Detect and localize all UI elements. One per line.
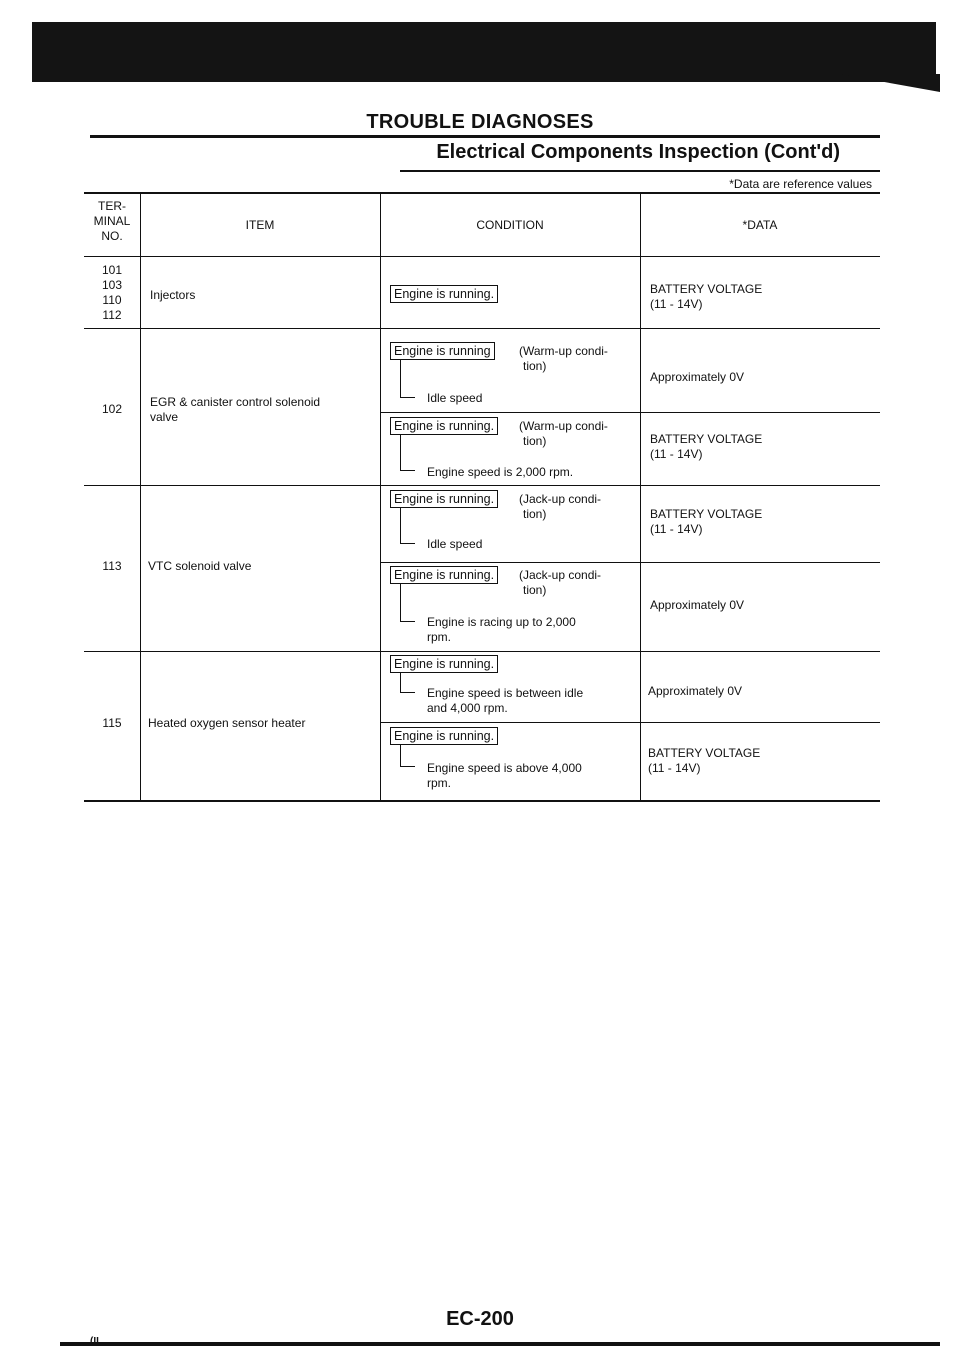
table-divider [140, 192, 141, 802]
page-subtitle: Electrical Components Inspection (Cont'd) [436, 141, 840, 163]
data-line: (11 - 14V) [650, 297, 703, 311]
data-line: BATTERY VOLTAGE [650, 282, 763, 296]
table-divider [640, 192, 641, 802]
condition-detail: Idle speed [427, 537, 483, 551]
data-line: BATTERY VOLTAGE [648, 746, 761, 760]
row-rule [84, 485, 880, 486]
engine-running-box: Engine is running. [390, 655, 498, 673]
condition-paren [519, 568, 601, 598]
condition-detail [427, 686, 583, 716]
paren-line: tion) [523, 583, 547, 597]
terminal-number: 110 [102, 293, 122, 307]
header-terminal-line: NO. [101, 229, 123, 243]
paren-line: tion) [523, 359, 547, 373]
data-line: BATTERY VOLTAGE [650, 432, 763, 446]
section-title: TROUBLE DIAGNOSES [366, 111, 594, 133]
detail-line: rpm. [427, 776, 451, 790]
table-bottom-rule [84, 800, 880, 802]
item-line: valve [150, 410, 179, 424]
item-name: Injectors [150, 288, 196, 302]
footer-rule [60, 1342, 940, 1346]
data-value: Approximately 0V [648, 684, 743, 698]
subtitle-rule [400, 170, 880, 172]
detail-line: and 4,000 rpm. [427, 701, 508, 715]
paren-line: (Jack-up condi- [519, 568, 602, 582]
table-divider [380, 192, 381, 802]
terminal-numbers [84, 263, 140, 323]
condition-cell [390, 727, 498, 745]
condition-rule [380, 412, 880, 413]
header-terminal-line: MINAL [93, 214, 131, 228]
item-name [150, 395, 320, 425]
condition-connector [400, 434, 415, 471]
header-condition: CONDITION [476, 218, 544, 232]
page-number: EC-200 [446, 1308, 514, 1330]
data-line: (11 - 14V) [650, 447, 703, 461]
header-terminal [84, 199, 140, 244]
data-value: Approximately 0V [650, 370, 745, 384]
data-value [648, 746, 760, 776]
condition-connector [400, 359, 415, 398]
top-black-band [32, 22, 936, 82]
detail-line: Engine speed is above 4,000 [427, 761, 582, 775]
header-terminal-line: TER- [98, 199, 126, 213]
detail-line: rpm. [427, 630, 451, 644]
condition-detail [427, 761, 582, 791]
top-band-taper [840, 74, 940, 92]
data-line: BATTERY VOLTAGE [650, 507, 763, 521]
table-top-rule [84, 192, 880, 194]
condition-cell [390, 417, 498, 435]
terminal-number: 112 [102, 308, 122, 322]
condition-cell [390, 342, 495, 360]
condition-connector [400, 507, 415, 544]
data-line: (11 - 14V) [650, 522, 703, 536]
header-item: ITEM [245, 218, 275, 232]
item-name: Heated oxygen sensor heater [148, 716, 306, 730]
engine-running-box: Engine is running. [390, 727, 498, 745]
reference-note: *Data are reference values [729, 177, 872, 191]
condition-detail: Engine speed is 2,000 rpm. [427, 465, 574, 479]
item-name: VTC solenoid valve [148, 559, 252, 573]
engine-running-box: Engine is running. [390, 566, 498, 584]
condition-rule [380, 562, 880, 563]
paren-line: (Warm-up condi- [519, 344, 608, 358]
terminal-number: 102 [101, 402, 123, 416]
condition-cell [390, 566, 498, 584]
terminal-number: 103 [101, 278, 123, 292]
row-rule [84, 328, 880, 329]
condition-detail: Idle speed [427, 391, 483, 405]
engine-running-box: Engine is running. [390, 285, 498, 303]
engine-running-box: Engine is running [390, 342, 495, 360]
item-line: EGR & canister control solenoid [150, 395, 321, 409]
condition-cell [390, 655, 498, 673]
engine-running-box: Engine is running. [390, 417, 498, 435]
condition-connector [400, 744, 415, 767]
condition-paren [519, 344, 608, 374]
paren-line: (Jack-up condi- [519, 492, 602, 506]
detail-line: Engine is racing up to 2,000 [427, 615, 576, 629]
terminal-number: 101 [101, 263, 123, 277]
paren-line: (Warm-up condi- [519, 419, 608, 433]
header-rule [84, 256, 880, 257]
data-line: (11 - 14V) [648, 761, 701, 775]
condition-cell [390, 285, 498, 303]
data-value [650, 282, 762, 312]
condition-paren [519, 419, 608, 449]
header-data: *DATA [742, 218, 778, 232]
condition-cell [390, 490, 498, 508]
paren-line: tion) [523, 507, 547, 521]
title-rule [90, 135, 880, 138]
data-value [650, 507, 762, 537]
data-value: Approximately 0V [650, 598, 745, 612]
terminal-number: 113 [102, 559, 122, 573]
data-value [650, 432, 762, 462]
condition-rule [380, 722, 880, 723]
paren-line: tion) [523, 434, 547, 448]
engine-running-box: Engine is running. [390, 490, 498, 508]
terminal-number: 115 [102, 716, 122, 730]
row-rule [84, 651, 880, 652]
condition-connector [400, 583, 415, 622]
condition-paren [519, 492, 601, 522]
condition-connector [400, 672, 415, 693]
condition-detail [427, 615, 576, 645]
detail-line: Engine speed is between idle [427, 686, 584, 700]
